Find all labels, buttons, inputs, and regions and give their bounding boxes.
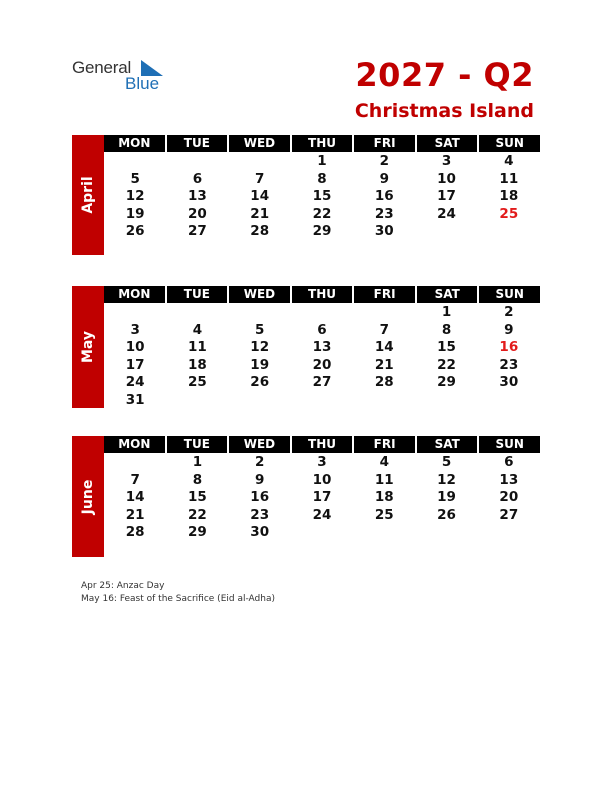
empty-day-cell <box>478 223 540 241</box>
week-row <box>104 339 540 357</box>
day-cell: 1 <box>441 304 452 320</box>
day-cell: 26 <box>125 223 145 239</box>
day-cell: 27 <box>312 374 332 390</box>
empty-day-cell <box>415 223 477 241</box>
week-row <box>104 223 540 241</box>
week-row <box>104 206 540 224</box>
weekday-sat: SAT <box>415 286 478 303</box>
weekday-thu: THU <box>290 135 353 152</box>
week-row <box>104 374 540 392</box>
month-block-april <box>72 135 540 255</box>
empty-day-cell <box>353 524 415 542</box>
day-cell: 9 <box>504 321 514 338</box>
day-cell: 13 <box>312 339 332 355</box>
day-cell: 2 <box>255 454 265 470</box>
weekday-sun: SUN <box>477 286 540 303</box>
day-cell: 31 <box>125 391 145 408</box>
day-cell: 24 <box>437 205 456 222</box>
day-cell: 28 <box>374 374 394 390</box>
day-cell: 18 <box>374 489 394 505</box>
day-cell: 13 <box>188 188 207 204</box>
weekday-mon: MON <box>118 287 151 301</box>
day-cell: 13 <box>499 471 519 488</box>
day-cell: 30 <box>250 524 270 540</box>
day-cell: 3 <box>130 321 140 338</box>
day-cell: 3 <box>317 454 327 470</box>
day-cell: 11 <box>499 170 519 187</box>
day-cell: 29 <box>188 524 207 540</box>
day-cell: 20 <box>499 489 519 505</box>
week-row <box>104 472 540 490</box>
weekday-thu: THU <box>290 286 353 303</box>
month-label: June <box>80 479 96 514</box>
weekday-header <box>104 436 540 453</box>
day-cell: 1 <box>192 454 203 470</box>
logo-text-blue: Blue <box>125 74 160 93</box>
day-cell: 4 <box>192 321 203 338</box>
day-cell: 30 <box>499 374 519 390</box>
day-cell: 8 <box>317 170 327 187</box>
page-subtitle: Christmas Island <box>354 100 534 122</box>
empty-day-cell <box>229 153 291 171</box>
empty-day-cell <box>478 392 540 410</box>
week-row <box>104 489 540 507</box>
day-cell: 4 <box>379 454 389 470</box>
week-row <box>104 153 540 171</box>
day-cell: 6 <box>504 454 514 470</box>
week-row <box>104 304 540 322</box>
day-cell: 20 <box>312 356 332 373</box>
day-cell: 10 <box>437 170 456 187</box>
month-tab <box>72 436 104 557</box>
day-cell: 3 <box>441 153 452 169</box>
day-cell: 5 <box>441 454 452 470</box>
day-cell: 19 <box>437 489 456 505</box>
day-grid <box>104 304 540 409</box>
day-cell: 27 <box>188 223 207 239</box>
day-cell: 15 <box>188 489 207 505</box>
day-cell: 9 <box>379 170 389 187</box>
empty-day-cell <box>353 392 415 410</box>
week-row <box>104 357 540 375</box>
day-cell: 7 <box>130 471 140 488</box>
day-cell: 21 <box>125 506 145 523</box>
day-cell: 23 <box>499 356 519 373</box>
week-row <box>104 188 540 206</box>
month-tab <box>72 135 104 255</box>
day-cell: 16 <box>250 489 270 505</box>
weekday-fri: FRI <box>352 135 415 152</box>
day-cell: 28 <box>125 524 145 540</box>
day-cell: 22 <box>437 356 456 373</box>
month-block-june <box>72 436 540 557</box>
page-title: 2027 - Q2 <box>355 56 534 94</box>
weekday-mon: MON <box>118 136 151 150</box>
weekday-thu: THU <box>290 436 353 453</box>
empty-day-cell <box>166 304 228 322</box>
week-row <box>104 454 540 472</box>
weekday-header <box>104 286 540 303</box>
empty-day-cell <box>104 153 166 171</box>
day-cell: 14 <box>250 188 270 204</box>
day-cell: 8 <box>192 471 203 488</box>
weekday-wed: WED <box>227 135 290 152</box>
weekday-tue: TUE <box>165 135 228 152</box>
day-cell: 2 <box>504 304 514 320</box>
day-cell: 24 <box>125 374 145 390</box>
day-cell: 5 <box>130 170 140 187</box>
day-cell: 17 <box>312 489 332 505</box>
weekday-sat: SAT <box>415 135 478 152</box>
weekday-sun: SUN <box>477 436 540 453</box>
empty-day-cell <box>353 304 415 322</box>
day-cell: 29 <box>437 374 456 390</box>
day-cell: 26 <box>250 374 270 390</box>
day-cell: 30 <box>374 223 394 239</box>
day-cell: 7 <box>379 321 389 338</box>
month-label: April <box>80 176 96 214</box>
month-label: May <box>80 330 96 364</box>
week-row <box>104 392 540 410</box>
day-cell: 22 <box>312 205 332 222</box>
day-grid <box>104 153 540 241</box>
day-cell: 19 <box>250 356 270 373</box>
logo-text-general: General <box>72 58 132 77</box>
day-cell: 12 <box>250 339 270 355</box>
week-row <box>104 171 540 189</box>
day-cell: 23 <box>250 506 270 523</box>
day-cell: 25 <box>499 205 519 222</box>
day-cell: 10 <box>312 471 332 488</box>
day-cell: 12 <box>125 188 145 204</box>
weekday-mon: MON <box>118 437 151 451</box>
day-cell: 6 <box>317 321 327 338</box>
day-cell: 14 <box>125 489 145 505</box>
weekday-fri: FRI <box>352 286 415 303</box>
weekday-tue: TUE <box>165 286 228 303</box>
holiday-note: Apr 25: Anzac Day <box>81 581 165 591</box>
weekday-header <box>104 135 540 152</box>
day-cell: 24 <box>312 506 332 523</box>
empty-day-cell <box>229 304 291 322</box>
day-cell: 16 <box>499 339 519 355</box>
holiday-notes <box>81 580 275 606</box>
holiday-note: May 16: Feast of the Sacrifice (Eid al-Adha) <box>81 594 275 604</box>
day-cell: 14 <box>374 339 394 355</box>
day-cell: 15 <box>312 188 332 204</box>
day-cell: 29 <box>312 223 332 239</box>
weekday-wed: WED <box>227 436 290 453</box>
day-cell: 23 <box>374 205 394 222</box>
day-cell: 25 <box>188 374 207 390</box>
day-cell: 19 <box>125 205 145 222</box>
empty-day-cell <box>415 524 477 542</box>
generalblue-logo <box>72 58 172 98</box>
day-cell: 27 <box>499 506 519 523</box>
empty-day-cell <box>166 392 228 410</box>
day-cell: 10 <box>125 339 145 355</box>
weekday-sat: SAT <box>415 436 478 453</box>
empty-day-cell <box>291 392 353 410</box>
day-cell: 7 <box>255 170 265 187</box>
day-cell: 1 <box>317 153 327 169</box>
empty-day-cell <box>229 392 291 410</box>
day-grid <box>104 454 540 542</box>
day-cell: 25 <box>374 506 394 523</box>
empty-day-cell <box>291 524 353 542</box>
empty-day-cell <box>415 392 477 410</box>
day-cell: 5 <box>255 321 265 338</box>
day-cell: 20 <box>188 205 207 222</box>
day-cell: 26 <box>437 506 456 523</box>
week-row <box>104 524 540 542</box>
empty-day-cell <box>291 304 353 322</box>
day-cell: 21 <box>250 205 270 222</box>
week-row <box>104 507 540 525</box>
empty-day-cell <box>478 524 540 542</box>
day-cell: 18 <box>188 356 207 373</box>
day-cell: 11 <box>188 339 207 355</box>
day-cell: 15 <box>437 339 456 355</box>
day-cell: 17 <box>125 356 145 373</box>
day-cell: 11 <box>374 471 394 488</box>
day-cell: 2 <box>379 153 389 169</box>
day-cell: 9 <box>255 471 265 488</box>
weekday-tue: TUE <box>165 436 228 453</box>
empty-day-cell <box>104 304 166 322</box>
day-cell: 21 <box>374 356 394 373</box>
month-block-may <box>72 286 540 408</box>
day-cell: 17 <box>437 188 456 204</box>
empty-day-cell <box>166 153 228 171</box>
empty-day-cell <box>104 454 166 472</box>
day-cell: 6 <box>192 170 203 187</box>
day-cell: 18 <box>499 188 519 204</box>
month-tab <box>72 286 104 408</box>
day-cell: 28 <box>250 223 270 239</box>
weekday-sun: SUN <box>477 135 540 152</box>
weekday-fri: FRI <box>352 436 415 453</box>
week-row <box>104 322 540 340</box>
day-cell: 8 <box>441 321 452 338</box>
day-cell: 4 <box>504 153 514 169</box>
day-cell: 16 <box>374 188 394 204</box>
day-cell: 12 <box>437 471 456 488</box>
day-cell: 22 <box>188 506 207 523</box>
weekday-wed: WED <box>227 286 290 303</box>
